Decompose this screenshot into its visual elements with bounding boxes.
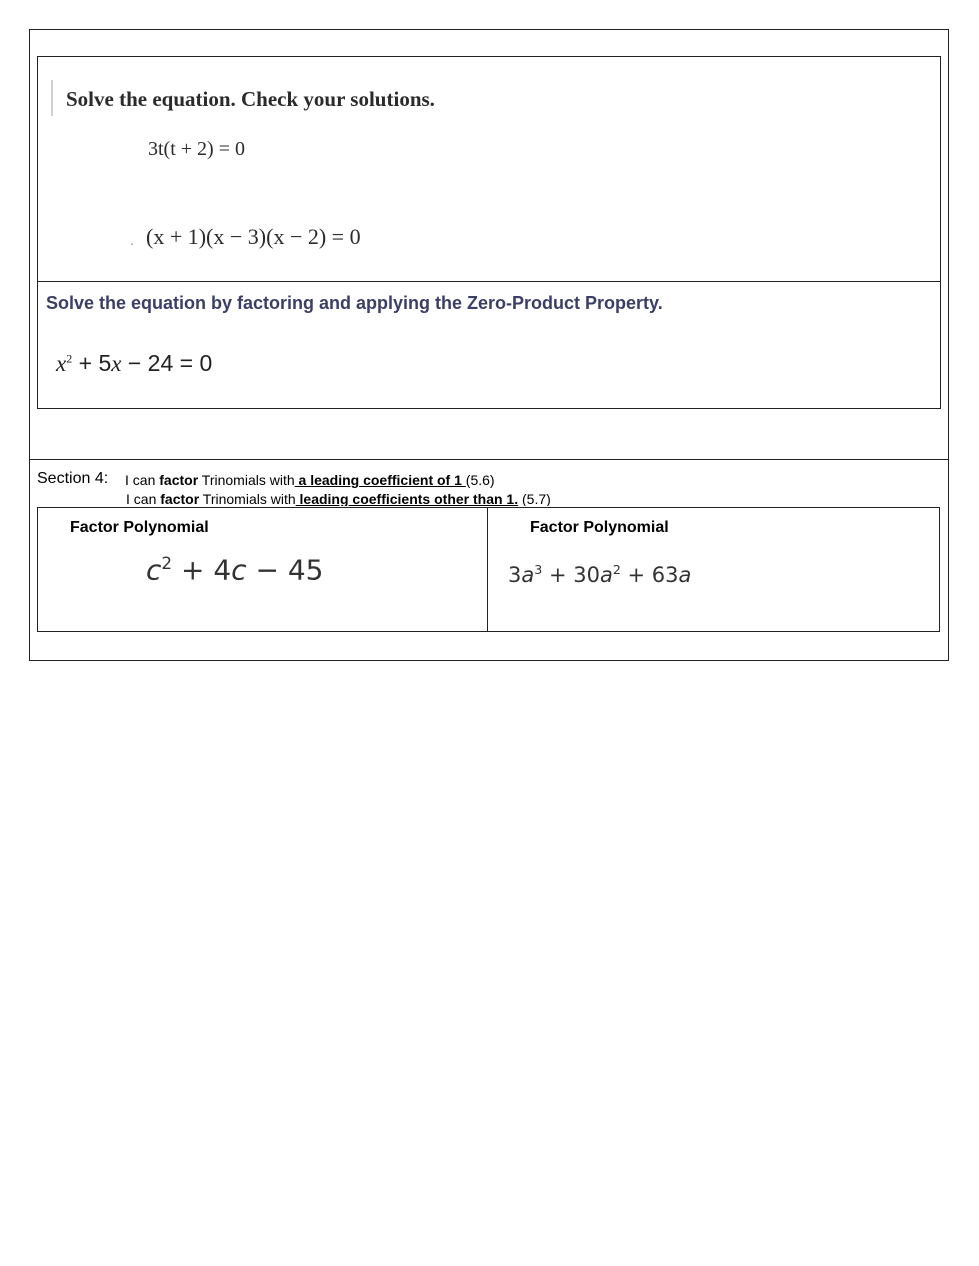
poly-left-var-2: c xyxy=(231,553,247,587)
target-2-middle: Trinomials with xyxy=(199,491,296,506)
poly-right-e1: 3 xyxy=(534,562,543,577)
target-1-underlined: a leading coefficient of 1 xyxy=(294,472,466,488)
poly-right-v2: a xyxy=(599,563,613,587)
eq-op: + xyxy=(72,350,99,376)
poly-right-e2: 2 xyxy=(612,562,621,577)
target-2-underlined: leading coefficients other than 1. xyxy=(295,491,519,506)
learning-target-1 xyxy=(125,472,495,488)
eq-var-2: x xyxy=(111,351,122,376)
eq-coef: 5 xyxy=(98,350,112,376)
factor-table-divider xyxy=(487,507,488,632)
poly-left-exp: 2 xyxy=(161,553,173,573)
eq-exponent: 2 xyxy=(66,351,73,366)
section-divider xyxy=(29,459,949,460)
factor-left-polynomial xyxy=(146,553,323,586)
poly-left-tail: − 45 xyxy=(246,553,324,587)
poly-right-c1: 3 xyxy=(508,563,522,587)
target-1-prefix: I can xyxy=(125,472,160,488)
target-2-ref: (5.7) xyxy=(518,491,551,506)
solve-instruction: Solve the equation. Check your solutions. xyxy=(66,87,435,111)
factor-right-polynomial xyxy=(508,562,691,587)
poly-right-c3: + 63 xyxy=(620,563,679,587)
poly-right-v3: a xyxy=(678,563,692,587)
target-1-bold: factor xyxy=(159,472,199,488)
equation-1: 3t(t + 2) = 0 xyxy=(148,138,245,160)
learning-target-2 xyxy=(126,491,551,506)
eq-var: x xyxy=(56,351,67,376)
eq-rest: − 24 = 0 xyxy=(121,350,213,376)
factor-right-heading: Factor Polynomial xyxy=(530,519,669,536)
poly-left-var: c xyxy=(146,553,162,587)
clip-edge xyxy=(51,80,53,116)
target-2-bold: factor xyxy=(160,491,200,506)
factor-left-heading: Factor Polynomial xyxy=(70,519,209,536)
target-2-prefix: I can xyxy=(126,491,161,506)
section-label: Section 4: xyxy=(37,470,109,487)
poly-right-c2: + 30 xyxy=(542,563,600,587)
quadratic-equation xyxy=(56,350,212,377)
equation-2: (x + 1)(x − 3)(x − 2) = 0 xyxy=(146,224,361,249)
poly-right-v1: a xyxy=(521,563,535,587)
poly-left-mid: + 4 xyxy=(172,553,232,587)
equation-2-marker: . xyxy=(130,232,134,248)
target-1-ref: (5.6) xyxy=(465,472,495,488)
target-1-middle: Trinomials with xyxy=(198,472,295,488)
zero-product-instruction: Solve the equation by factoring and applying the Zero-Product Property. xyxy=(46,293,663,313)
